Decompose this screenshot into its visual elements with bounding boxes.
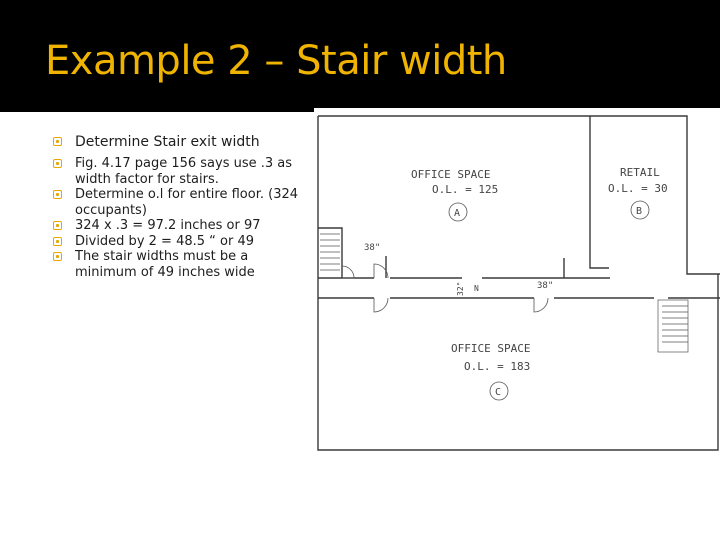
slide-title: Example 2 – Stair width	[45, 38, 507, 84]
bullet-marker-icon	[53, 137, 62, 146]
title-bar	[0, 0, 720, 112]
bullet-text: 324 x .3 = 97.2 inches or 97	[75, 218, 261, 233]
room-c-name: OFFICE SPACE	[451, 342, 531, 355]
room-c-tag: C	[495, 387, 502, 398]
bullet-item	[53, 134, 303, 150]
room-a-tag: A	[454, 208, 461, 219]
bullet-text: Determine o.l for entire floor. (324 occupants)	[75, 187, 299, 218]
room-b-tag: B	[636, 206, 643, 217]
room-c-load: O.L. = 183	[464, 360, 531, 373]
room-a-name: OFFICE SPACE	[411, 168, 491, 181]
bullet-marker-icon	[53, 237, 62, 246]
bullet-item	[53, 187, 303, 218]
right-door-dimension: 38"	[537, 281, 554, 291]
bullet-text: The stair widths must be a minimum of 49 inches wide	[75, 249, 255, 280]
bullet-item	[53, 249, 303, 280]
bullet-text: Determine Stair exit width	[75, 134, 260, 150]
bullet-item	[53, 234, 303, 250]
bullet-marker-icon	[53, 221, 62, 230]
bullet-item	[53, 156, 303, 187]
bullet-marker-icon	[53, 159, 62, 168]
bullet-marker-icon	[53, 190, 62, 199]
bullet-list	[53, 134, 303, 280]
bullet-marker-icon	[53, 252, 62, 261]
corridor-tag: N	[474, 284, 479, 293]
room-a-load: O.L. = 125	[432, 183, 499, 196]
left-door-dimension: 38"	[364, 243, 381, 253]
bullet-text: Fig. 4.17 page 156 says use .3 as width factor for stairs.	[75, 156, 293, 187]
floor-plan	[314, 108, 720, 454]
bullet-item	[53, 218, 303, 234]
room-b-load: O.L. = 30	[608, 182, 668, 195]
room-b-name: RETAIL	[620, 166, 660, 179]
bullet-text: Divided by 2 = 48.5 “ or 49	[75, 233, 254, 249]
corridor-dimension: 32"	[456, 281, 465, 296]
